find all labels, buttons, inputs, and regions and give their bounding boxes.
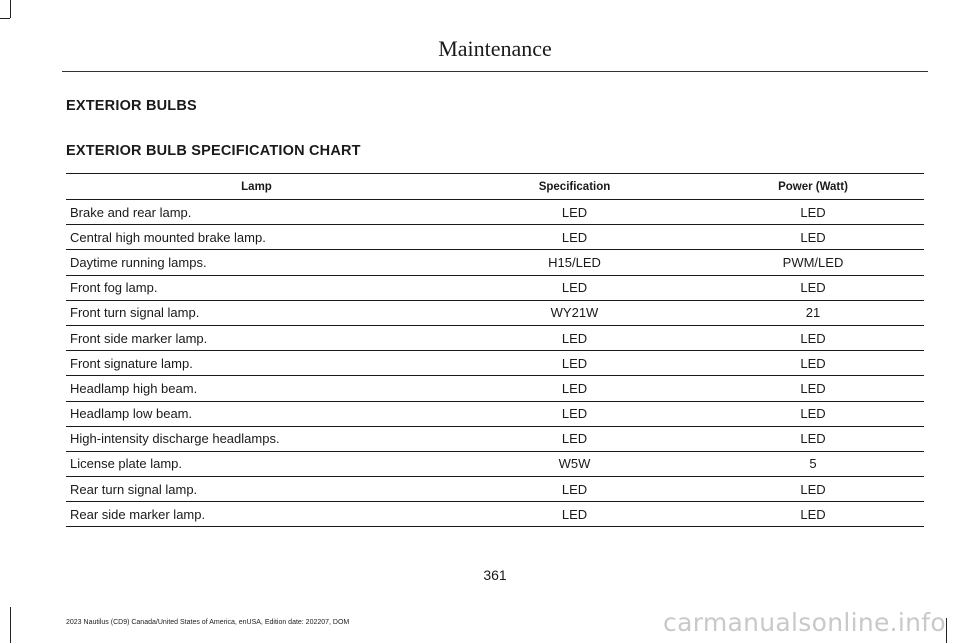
- crop-mark-top-left: [10, 0, 11, 18]
- cell-lamp: Central high mounted brake lamp.: [66, 225, 447, 250]
- cell-lamp: Headlamp low beam.: [66, 401, 447, 426]
- column-header-power: Power (Watt): [702, 174, 924, 200]
- cell-power: PWM/LED: [702, 250, 924, 275]
- cell-specification: LED: [447, 275, 702, 300]
- cell-power: LED: [702, 225, 924, 250]
- crop-mark-bottom-left: [10, 607, 11, 643]
- header-rule: [62, 71, 928, 72]
- cell-specification: LED: [447, 477, 702, 502]
- column-header-lamp: Lamp: [66, 174, 447, 200]
- cell-power: LED: [702, 376, 924, 401]
- cell-specification: LED: [447, 502, 702, 527]
- table-row: [66, 200, 924, 225]
- table-row: [66, 325, 924, 350]
- cell-power: LED: [702, 275, 924, 300]
- cell-lamp: Front signature lamp.: [66, 351, 447, 376]
- cell-specification: LED: [447, 325, 702, 350]
- cell-power: LED: [702, 477, 924, 502]
- cell-power: LED: [702, 325, 924, 350]
- crop-mark-top-left: [0, 18, 10, 19]
- table-row: [66, 477, 924, 502]
- table-row: [66, 225, 924, 250]
- cell-specification: LED: [447, 351, 702, 376]
- cell-power: LED: [702, 351, 924, 376]
- cell-lamp: Daytime running lamps.: [66, 250, 447, 275]
- table-row: [66, 351, 924, 376]
- table-header-row: [66, 174, 924, 200]
- bulb-spec-table: [66, 173, 924, 527]
- cell-specification: LED: [447, 401, 702, 426]
- cell-specification: H15/LED: [447, 250, 702, 275]
- cell-lamp: Front fog lamp.: [66, 275, 447, 300]
- cell-power: 5: [702, 451, 924, 476]
- cell-specification: LED: [447, 426, 702, 451]
- cell-specification: LED: [447, 225, 702, 250]
- cell-specification: W5W: [447, 451, 702, 476]
- section-heading: EXTERIOR BULBS: [66, 98, 197, 114]
- cell-power: LED: [702, 200, 924, 225]
- table-row: [66, 275, 924, 300]
- table-row: [66, 401, 924, 426]
- table-row: [66, 376, 924, 401]
- table-row: [66, 426, 924, 451]
- cell-lamp: Front turn signal lamp.: [66, 300, 447, 325]
- cell-specification: LED: [447, 376, 702, 401]
- cell-lamp: License plate lamp.: [66, 451, 447, 476]
- watermark-text: carmanualsonline.info: [663, 608, 946, 637]
- cell-lamp: Rear turn signal lamp.: [66, 477, 447, 502]
- cell-lamp: Brake and rear lamp.: [66, 200, 447, 225]
- chart-heading: EXTERIOR BULB SPECIFICATION CHART: [66, 143, 361, 159]
- table-row: [66, 502, 924, 527]
- cell-power: LED: [702, 502, 924, 527]
- table-row: [66, 451, 924, 476]
- cell-lamp: Rear side marker lamp.: [66, 502, 447, 527]
- cell-lamp: High-intensity discharge headlamps.: [66, 426, 447, 451]
- cell-power: 21: [702, 300, 924, 325]
- table-row: [66, 250, 924, 275]
- page-title: Maintenance: [438, 36, 552, 61]
- cell-power: LED: [702, 401, 924, 426]
- column-header-specification: Specification: [447, 174, 702, 200]
- cell-lamp: Headlamp high beam.: [66, 376, 447, 401]
- edition-footer: 2023 Nautilus (CD9) Canada/United States of America, enUSA, Edition date: 202207, DOM: [66, 619, 350, 626]
- cell-lamp: Front side marker lamp.: [66, 325, 447, 350]
- cell-specification: LED: [447, 200, 702, 225]
- crop-mark-bottom-right: [946, 618, 947, 643]
- cell-specification: WY21W: [447, 300, 702, 325]
- cell-power: LED: [702, 426, 924, 451]
- table-row: [66, 300, 924, 325]
- page-number: 361: [483, 567, 507, 583]
